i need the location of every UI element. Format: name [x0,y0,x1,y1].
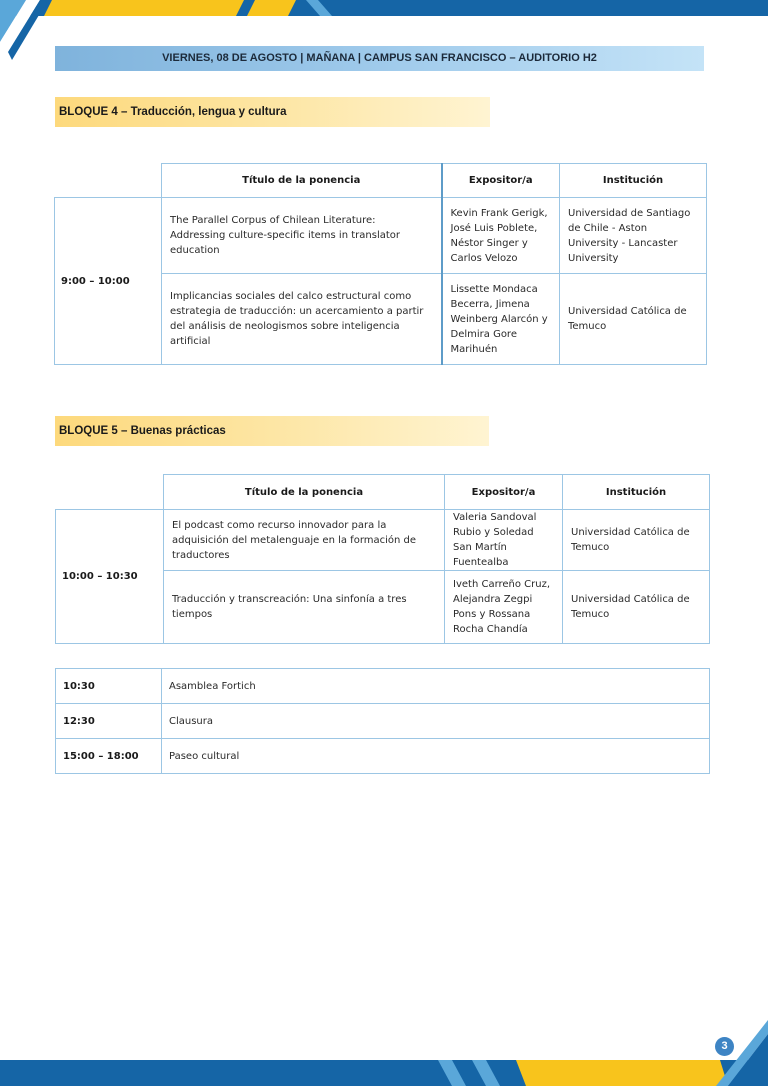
event-time: 12:30 [56,704,162,739]
block4-table [54,163,707,365]
header-title: Título de la ponencia [162,164,442,198]
talk-title: Traducción y transcreación: Una sinfonía a tres tiempos [164,571,445,644]
header-institution: Institución [560,164,707,198]
time-slot: 9:00 – 10:00 [55,198,162,365]
day-banner: VIERNES, 08 DE AGOSTO | MAÑANA | CAMPUS SAN FRANCISCO – AUDITORIO H2 [55,46,704,71]
table-header-row [55,164,707,198]
time-slot: 10:00 – 10:30 [56,510,164,644]
header-speaker: Expositor/a [442,164,560,198]
page-number: 3 [715,1037,734,1056]
event-name: Paseo cultural [162,739,710,774]
talk-title: El podcast como recurso innovador para la adquisición del metalenguaje en la formación de traductores [164,510,445,571]
header-spacer [55,164,162,198]
bottom-decoration [0,1020,768,1086]
talk-title: The Parallel Corpus of Chilean Literature: Addressing culture-specific items in translator education [162,198,442,274]
event-time: 10:30 [56,669,162,704]
talk-institution: Universidad de Santiago de Chile - Aston University - Lancaster University [560,198,707,274]
header-institution: Institución [563,475,710,510]
table-row [56,669,710,704]
talk-speaker: Valeria Sandoval Rubio y Soledad San Martín Fuentealba [445,510,563,571]
header-spacer [56,475,164,510]
event-name: Asamblea Fortich [162,669,710,704]
talk-institution: Universidad Católica de Temuco [563,510,710,571]
talk-speaker: Lissette Mondaca Becerra, Jimena Weinberg Alarcón y Delmira Gore Marihuén [442,274,560,365]
block5-title: BLOQUE 5 – Buenas prácticas [55,416,489,446]
event-name: Clausura [162,704,710,739]
talk-title: Implicancias sociales del calco estructural como estrategia de traducción: un acercamiento a partir del análisis de neologismos sobre inteligencia artificial [162,274,442,365]
closing-table [55,668,710,774]
talk-institution: Universidad Católica de Temuco [563,571,710,644]
table-row [56,739,710,774]
talk-speaker: Kevin Frank Gerigk, José Luis Poblete, Néstor Singer y Carlos Velozo [442,198,560,274]
table-row [56,704,710,739]
block5-table [55,474,710,644]
talk-speaker: Iveth Carreño Cruz, Alejandra Zegpi Pons y Rossana Rocha Chandía [445,571,563,644]
block4-title: BLOQUE 4 – Traducción, lengua y cultura [55,97,490,127]
table-header-row [56,475,710,510]
header-title: Título de la ponencia [164,475,445,510]
table-row [55,198,707,274]
header-speaker: Expositor/a [445,475,563,510]
table-row [56,510,710,571]
event-time: 15:00 – 18:00 [56,739,162,774]
talk-institution: Universidad Católica de Temuco [560,274,707,365]
